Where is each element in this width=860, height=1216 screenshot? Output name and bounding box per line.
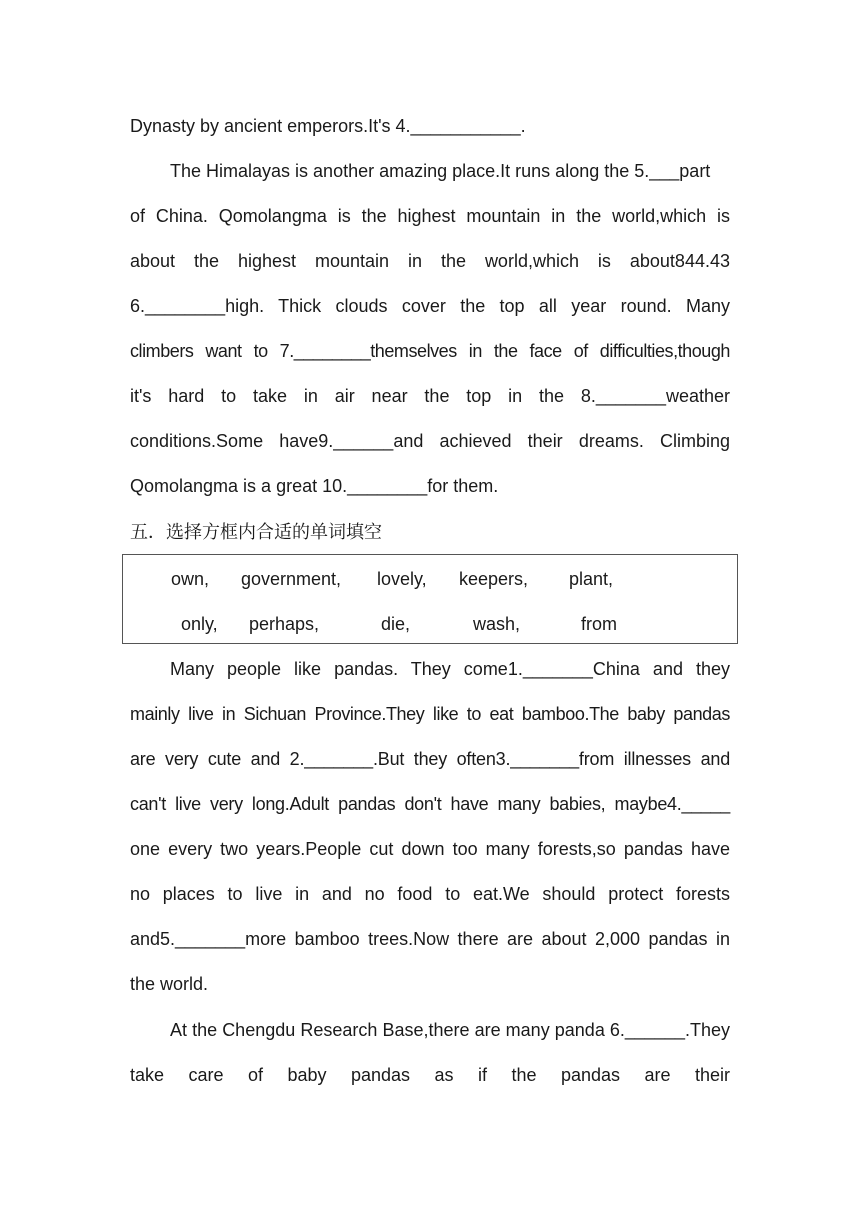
text-line: can't live very long.Adult pandas don't have many babies, maybe4._____ xyxy=(130,794,730,814)
text-line: 6.________high. Thick clouds cover the top all year round. Many xyxy=(130,296,730,316)
word-option: lovely, xyxy=(377,569,427,589)
word-option: from xyxy=(581,614,617,634)
text-line: At the Chengdu Research Base,there are many panda 6.______.They xyxy=(170,1020,730,1040)
text-line: the world. xyxy=(130,974,209,994)
text-line: Qomolangma is a great 10.________for them. xyxy=(130,476,499,496)
text-line: about the highest mountain in the world,which is about844.43 xyxy=(130,251,730,271)
word-bank-box xyxy=(122,554,738,644)
word-option: plant, xyxy=(569,569,614,589)
word-option: keepers, xyxy=(459,569,529,589)
section-title: 五．选择方框内合适的单词填空 xyxy=(130,522,382,543)
text-line: climbers want to 7.________themselves in the face of difficulties,though xyxy=(130,341,730,361)
word-option: die, xyxy=(381,614,411,634)
text-line: of China. Qomolangma is the highest mountain in the world,which is xyxy=(130,206,730,226)
text-line: The Himalayas is another amazing place.It runs along the 5.___part xyxy=(170,161,711,181)
text-line: it's hard to take in air near the top in the 8._______weather xyxy=(130,386,730,406)
text-line: are very cute and 2._______.But they often3._______from illnesses and xyxy=(130,749,730,769)
word-option: government, xyxy=(241,569,342,589)
text-line: one every two years.People cut down too many forests,so pandas have xyxy=(130,839,730,859)
word-option: wash, xyxy=(473,614,521,634)
word-option: own, xyxy=(171,569,210,589)
passage-research-base xyxy=(130,1008,730,1098)
word-option: only, xyxy=(181,614,218,634)
text-line: take care of baby pandas as if the pandas are their xyxy=(130,1065,730,1085)
text-line: and5._______more bamboo trees.Now there are about 2,000 pandas in xyxy=(130,929,730,949)
passage-himalayas xyxy=(130,104,730,509)
text-line: Many people like pandas. They come1._______China and they xyxy=(170,659,730,679)
text-line: no places to live in and no food to eat.We should protect forests xyxy=(130,884,730,904)
text-line: mainly live in Sichuan Province.They like to eat bamboo.The baby pandas xyxy=(130,704,730,724)
text-line: Dynasty by ancient emperors.It's 4.___________. xyxy=(130,116,526,136)
text-line: conditions.Some have9.______and achieved their dreams. Climbing xyxy=(130,431,730,451)
word-option: perhaps, xyxy=(249,614,320,634)
passage-pandas xyxy=(130,647,730,1007)
